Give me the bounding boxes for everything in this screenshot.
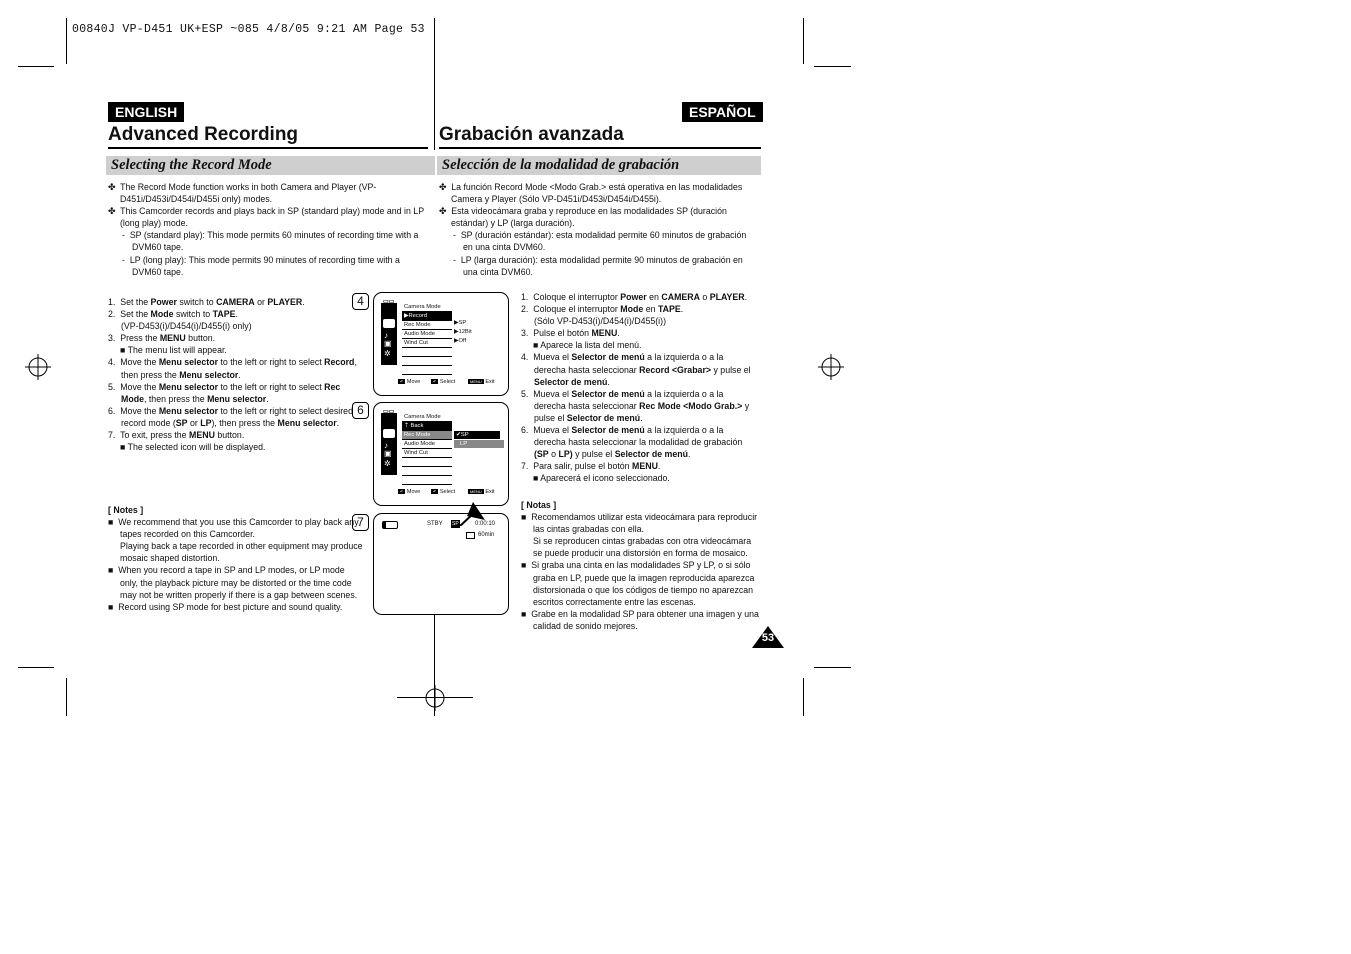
lcd-screen-step-6 bbox=[373, 402, 509, 506]
step-badge-4: 4 bbox=[352, 293, 369, 310]
menu-item-blank bbox=[402, 467, 452, 476]
lang-tag-spanish: ESPAÑOL bbox=[682, 102, 763, 122]
menu-item-record[interactable]: ▶Record bbox=[402, 312, 452, 321]
battery-icon bbox=[382, 521, 398, 529]
footer-move: ↶ Move bbox=[400, 379, 421, 385]
gear-icon: ✲ bbox=[384, 459, 391, 468]
camera-icon bbox=[383, 429, 395, 438]
footer-select: ↶ Select bbox=[433, 489, 456, 495]
tape-icon: ▭▭ bbox=[383, 299, 395, 305]
section-title-en: Selecting the Record Mode bbox=[106, 156, 435, 175]
value-audio-mode: ▶12Bit bbox=[454, 329, 472, 335]
section-title-es: Selección de la modalidad de grabación bbox=[437, 156, 761, 175]
film-icon: ▣ bbox=[384, 449, 392, 458]
tape-remaining: 60min bbox=[478, 532, 495, 538]
menu-title: Camera Mode bbox=[402, 303, 452, 312]
menu-title: Camera Mode bbox=[402, 413, 452, 422]
menu-item-blank bbox=[402, 348, 452, 357]
value-wind-cut: ▶Off bbox=[454, 338, 467, 344]
menu-key-icon: MENU bbox=[470, 379, 482, 384]
menu-key-icon: MENU bbox=[470, 489, 482, 494]
option-lp[interactable]: LP bbox=[454, 440, 504, 448]
time-counter: 0:00:10 bbox=[475, 521, 496, 527]
menu-item-wind-cut[interactable]: Wind Cut bbox=[402, 339, 452, 348]
option-sp[interactable]: ✔SP bbox=[454, 431, 500, 439]
menu-item-audio-mode[interactable]: Audio Mode bbox=[402, 440, 452, 449]
gear-icon: ✲ bbox=[384, 349, 391, 358]
registration-mark-right-icon bbox=[818, 354, 844, 380]
intro-es: ✤ La función Record Mode <Modo Grab.> está operativa en las modalidades Camera y Player (Sólo VP-D451i/D453i/D454i/D455i). ✤ Esta videocámara graba y reproduce en las modalidades SP (duración estándar) y LP (larga duración). - SP (duración estándar): esta modalidad permite 60 minutos de grabación en una cinta DVM60. - LP (larga duración): esta modalidad permite 90 minutos de grabación en una cinta DVM60. bbox=[439, 182, 747, 277]
tape-icon: ▭▭ bbox=[383, 409, 395, 415]
menu-item-rec-mode[interactable]: Rec Mode bbox=[402, 431, 452, 440]
audio-icon: ♪ bbox=[384, 441, 388, 450]
lcd-screen-step-4 bbox=[373, 292, 509, 396]
value-rec-mode: ▶SP bbox=[454, 320, 467, 326]
menu-item-blank bbox=[402, 458, 452, 467]
step-badge-7: 7 bbox=[352, 514, 369, 531]
steps-es: 1. Coloque el interruptor Power en CAMERA o PLAYER. 2. Coloque el interruptor Mode en TAPE. (Sólo VP-D453(i)/D454(i)/D455(i)) 3. Pulse el botón MENU. ■ Aparece la lista del menú. 4. Mueva el Selector de menú a la izquierda o a la derecha hasta seleccionar Record <Grabar> y pulse el Selector de menú. 5. Mueva el Selector de menú a la izquierda o a la derecha hasta seleccionar Rec Mode <Modo Grab.> y pulse el Selector de menú. 6. Mueva el Selector de menú a la izquierda o a la derecha hasta seleccionar la modalidad de grabación (SP o LP) y pulse el Selector de menú. 7. Para salir, pulse el botón MENU. ■ Aparecerá el icono seleccionado. bbox=[521, 292, 751, 484]
notes-en: [ Notes ] ■ We recommend that you use this Camcorder to play back any tapes recorded on this Camcorder. Playing back a tape recorded in other equipment may produce mosaic shaped distortion. ■ When you record a tape in SP and LP modes, or LP mode only, the playback picture may be distorted or the time code may not be written properly if there is a gap between scenes. ■ Record using SP mode for best picture and sound quality. bbox=[108, 505, 363, 612]
registration-mark-bottom-icon bbox=[422, 685, 448, 711]
move-icon: ↶ bbox=[400, 379, 404, 384]
title-rule-en bbox=[108, 147, 428, 149]
print-slug: 00840J VP-D451 UK+ESP ~085 4/8/05 9:21 AM Page 53 bbox=[72, 23, 425, 36]
intro-en: ✤ The Record Mode function works in both Camera and Player (VP-D451i/D453i/D454i/D455i only) modes. ✤ This Camcorder records and plays back in SP (standard play) mode and in LP (long play) mode. - SP (standard play): This mode permits 60 minutes of recording time with a DVM60 tape. - LP (long play): This mode permits 90 minutes of recording time with a DVM60 tape. bbox=[108, 182, 424, 277]
footer-exit: MENU Exit bbox=[470, 489, 495, 495]
footer-select: ↶ Select bbox=[433, 379, 456, 385]
camera-icon bbox=[383, 319, 395, 328]
audio-icon: ♪ bbox=[384, 331, 388, 340]
lang-tag-english: ENGLISH bbox=[108, 102, 184, 122]
notes-es: [ Notas ] ■ Recomendamos utilizar esta videocámara para reproducir las cintas grabadas con ella. Si se reproducen cintas grabadas con otra videocámara se puede producir una distorsión en forma de mosaico. ■ Si graba una cinta en las modalidades SP y LP, o si sólo graba en LP, puede que la imagen reproducida aparezca distorsionada o que los códigos de tiempo no aparezcan escritos correctamente entre las escenas. ■ Grabe en la modalidad SP para obtener una imagen y una calidad de sonido mejores. bbox=[521, 500, 759, 631]
menu-item-blank bbox=[402, 357, 452, 366]
select-icon: ↶ bbox=[433, 489, 437, 494]
page-title-en: Advanced Recording bbox=[108, 124, 299, 145]
menu-item-blank bbox=[402, 476, 452, 485]
menu-item-rec-mode[interactable]: Rec Mode bbox=[402, 321, 452, 330]
lcd-screen-step-7 bbox=[373, 513, 509, 615]
footer-exit: MENU Exit bbox=[470, 379, 495, 385]
footer-move: ↶ Move bbox=[400, 489, 421, 495]
select-icon: ↶ bbox=[433, 379, 437, 384]
page-number: 53 bbox=[761, 632, 775, 644]
menu-item-back[interactable]: ⇡ Back bbox=[402, 422, 452, 431]
move-icon: ↶ bbox=[400, 489, 404, 494]
status-text: STBY bbox=[427, 521, 443, 527]
pointer-arrow-icon bbox=[455, 502, 485, 526]
step-badge-6: 6 bbox=[352, 402, 369, 419]
film-icon: ▣ bbox=[384, 339, 392, 348]
steps-en: 1. Set the Power switch to CAMERA or PLAYER. 2. Set the Mode switch to TAPE. (VP-D453(i)/D454(i)/D455(i) only) 3. Press the MENU button. ■ The menu list will appear. 4. Move the Menu selector to the left or right to select Record, then press the Menu selector. 5. Move the Menu selector to the left or right to select Rec Mode, then press the Menu selector. 6. Move the Menu selector to the left or right to select desired record mode (SP or LP), then press the Menu selector. 7. To exit, press the MENU button. ■ The selected icon will be displayed. bbox=[108, 297, 357, 453]
menu-item-audio-mode[interactable]: Audio Mode bbox=[402, 330, 452, 339]
title-rule-es bbox=[439, 147, 761, 149]
record-mode-indicator: SP bbox=[452, 521, 459, 527]
registration-mark-left-icon bbox=[25, 354, 51, 380]
page-title-es: Grabación avanzada bbox=[439, 124, 624, 145]
tape-icon bbox=[466, 532, 475, 539]
menu-item-blank bbox=[402, 366, 452, 375]
menu-item-wind-cut[interactable]: Wind Cut bbox=[402, 449, 452, 458]
